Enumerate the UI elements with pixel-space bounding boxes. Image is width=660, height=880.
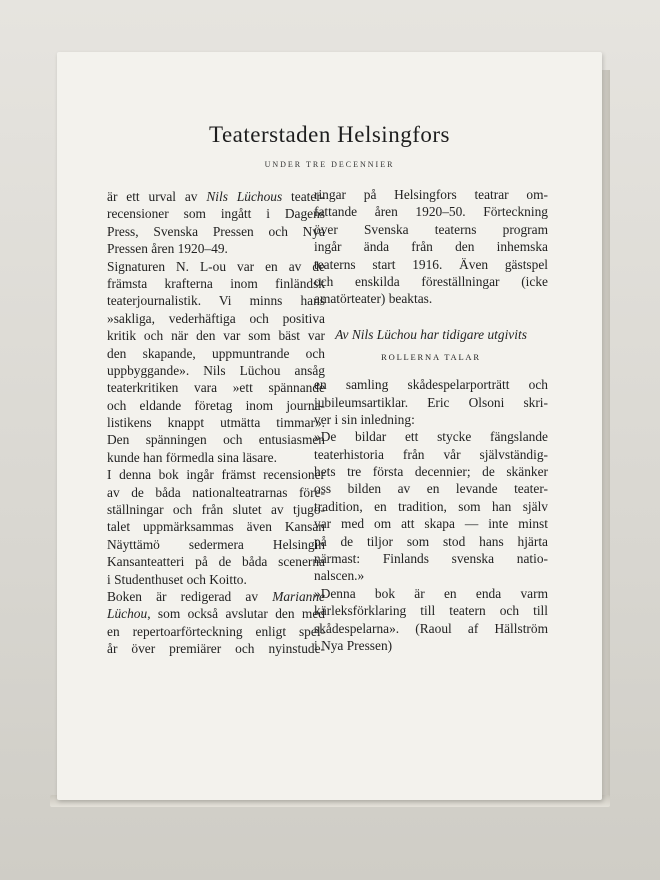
- text-line: [107, 379, 325, 396]
- text-line: [314, 446, 548, 463]
- text-span: jubileumsartiklar. Eric Olsoni skri-: [314, 394, 548, 410]
- text-span: Press, Svenska Pressen och Nya: [107, 223, 325, 239]
- text-span: talet uppmärksammas även Kansan: [107, 519, 325, 535]
- text-span: skådespelarna». (Raoul af Hällström: [314, 620, 548, 636]
- text-line: [107, 536, 325, 553]
- text-span: kunde han förmedla sina läsare.: [107, 449, 277, 465]
- text-span: hets tre första decennier; de skänker: [314, 464, 548, 480]
- text-span: främsta krafterna inom finländsk: [107, 275, 325, 291]
- text-line: [314, 394, 548, 411]
- text-line: [107, 588, 325, 605]
- text-span: och eldande företag inom journa-: [107, 397, 325, 413]
- text-span: teaterjournalistik. Vi minns hans: [107, 293, 325, 309]
- text-span: teaterkritiken vara »ett spännande: [107, 380, 325, 396]
- text-span: »De bildar ett stycke fängslande: [314, 429, 548, 445]
- right-text-bottom: [314, 376, 548, 654]
- text-line: [107, 362, 325, 379]
- text-line: [107, 258, 325, 275]
- italic-text: Nils Lüchous: [206, 189, 283, 204]
- text-line: [314, 585, 548, 602]
- text-span: år över premiärer och nyinstude-: [107, 641, 325, 657]
- text-span: och enskilda föreställningar (icke: [314, 273, 548, 289]
- text-span: ver i sin inledning:: [314, 411, 415, 427]
- text-span: över Svenska teaterns program: [314, 221, 548, 237]
- text-line: [314, 273, 548, 290]
- text-span: fattande åren 1920–50. Förteckning: [314, 204, 548, 220]
- italic-text: Marianne: [272, 588, 325, 604]
- text-line: [314, 186, 548, 203]
- text-line: [107, 275, 325, 292]
- text-line: [107, 466, 325, 483]
- text-span: en repertoarförteckning enligt spel-: [107, 623, 325, 639]
- text-line: [314, 411, 548, 428]
- right-text-column: [314, 186, 548, 654]
- text-line: [107, 397, 325, 414]
- text-span: ringar på Helsingfors teatrar om-: [314, 187, 548, 202]
- text-span: teaterns start 1916. Även gästspel: [314, 256, 548, 272]
- text-line: [107, 640, 325, 657]
- text-line: [314, 533, 548, 550]
- text-span: Näyttämö sedermera Helsingin: [107, 536, 325, 552]
- text-line: [107, 205, 325, 222]
- text-line: [107, 431, 325, 448]
- text-span: , som också avslutar den med: [147, 606, 325, 622]
- text-span: Den spänningen och entusiasmen: [107, 432, 325, 448]
- text-line: [107, 449, 325, 466]
- left-text-column: [107, 188, 325, 658]
- italic-text: Lüchou: [107, 606, 148, 622]
- text-line: [314, 602, 548, 619]
- text-span: Signaturen N. L-ou var en av de: [107, 258, 325, 274]
- text-span: ställningar och från slutet av tjugo-: [107, 502, 325, 518]
- previous-works-heading: Av Nils Lüchou har tidigare utgivits: [335, 326, 527, 342]
- text-line: [314, 498, 548, 515]
- text-span: Pressen åren 1920–49.: [107, 241, 228, 257]
- text-span: kärleksförklaring till teatern och till: [314, 603, 548, 619]
- text-line: [107, 310, 325, 327]
- text-line: [107, 327, 325, 344]
- text-line: [107, 240, 325, 257]
- text-line: [314, 256, 548, 273]
- text-line: [107, 605, 325, 622]
- text-line: [314, 637, 548, 654]
- text-span: »sakliga, vederhäftiga och positiva: [107, 310, 325, 326]
- text-line: [314, 203, 548, 220]
- text-span: teater-: [282, 189, 325, 204]
- book-title: Teaterstaden Helsingfors: [209, 122, 450, 147]
- text-span: den skapande, uppmuntrande och: [107, 345, 325, 361]
- text-span: i Studenthuset och Koitto.: [107, 571, 247, 587]
- text-line: [314, 221, 548, 238]
- text-line: [314, 620, 548, 637]
- text-line: [314, 550, 548, 567]
- text-line: [107, 188, 325, 205]
- text-span: uppbyggande». Nils Lüchou ansåg: [107, 362, 325, 378]
- text-line: [107, 223, 325, 240]
- text-span: en samling skådespelarporträtt och: [314, 377, 548, 393]
- text-line: [107, 484, 325, 501]
- text-span: Kansanteatteri på de båda scenerna: [107, 554, 325, 570]
- text-span: var med om att skapa — inte minst: [314, 516, 548, 532]
- text-line: [314, 428, 548, 445]
- text-span: I denna bok ingår främst recensioner: [107, 467, 325, 483]
- text-span: nalscen.»: [314, 568, 365, 584]
- text-line: [107, 571, 325, 588]
- text-span: i Nya Pressen): [314, 638, 393, 653]
- text-span: tradition, en tradition, som han själv: [314, 498, 548, 514]
- book-subtitle: UNDER TRE DECENNIER: [264, 160, 395, 169]
- text-line: [107, 553, 325, 570]
- book-back-cover: [57, 52, 602, 800]
- text-line: [107, 292, 325, 309]
- text-line: [107, 623, 325, 640]
- text-span: närmast: Finlands svenska natio-: [314, 551, 548, 567]
- text-span: recensioner som ingått i Dagens: [107, 206, 325, 222]
- text-span: är ett urval av: [107, 189, 207, 204]
- previous-work-title: ROLLERNA TALAR: [381, 352, 481, 363]
- text-line: [314, 480, 548, 497]
- text-span: kritik och när den var som bäst var: [107, 328, 325, 344]
- text-line: [314, 290, 548, 307]
- text-line: [107, 501, 325, 518]
- text-span: teaterhistoria från vår självständig-: [314, 446, 548, 462]
- text-span: oss bilden av en levande teater-: [314, 481, 548, 497]
- text-span: listikens knappt utmätta timmar».: [107, 415, 325, 431]
- text-line: [107, 518, 325, 535]
- text-line: [314, 515, 548, 532]
- text-line: [314, 463, 548, 480]
- text-span: Boken är redigerad av: [107, 588, 273, 604]
- text-line: [314, 376, 548, 393]
- text-span: amatörteater) beaktas.: [314, 291, 433, 307]
- right-text-top: [314, 186, 548, 308]
- text-span: av de båda nationalteatrarnas före-: [107, 484, 325, 500]
- text-span: på de tiljor som stod hans hjärta: [314, 533, 548, 549]
- text-span: »Denna bok är en enda varm: [314, 585, 548, 601]
- text-span: ingår ända från den inhemska: [314, 239, 548, 255]
- text-line: [314, 238, 548, 255]
- text-line: [314, 567, 548, 584]
- text-line: [107, 345, 325, 362]
- text-line: [107, 414, 325, 431]
